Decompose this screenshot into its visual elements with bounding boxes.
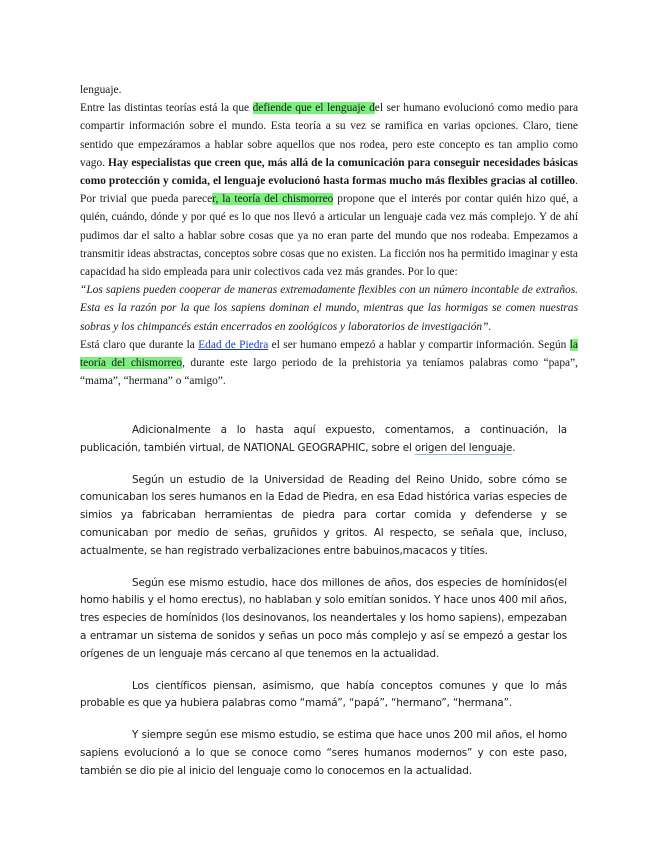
paragraph-adicionalmente: [80, 422, 567, 458]
text-run: .: [512, 441, 516, 454]
highlight-chismorreo: r, la teoría del chismorreo: [212, 193, 334, 206]
highlight-chismorreo-2: la teoría del chismorreo: [80, 338, 578, 370]
text-run: propone que el interés por contar quién hizo qué, a quién, cuándo, dónde y por qué es lo que nos llevó a articular un lenguaje cada vez más complejo. Y de ahí pudimos dar el salto a hablar sobre cosas que ya no eran parte del mundo que nos rodeaba. Empezamos a transmitir ideas abstractas, conceptos sobre cosas que no existen. La ficción nos ha permitido imaginar y esta capacidad ha sido empleada para unir colectivos cada vez más grandes. Por lo que:: [80, 193, 578, 279]
paragraph-edad-piedra: [80, 336, 578, 391]
paragraph-lenguaje: lenguaje.: [80, 84, 122, 96]
section-serif: [80, 81, 578, 390]
paragraph-200-mil: Y siempre según ese mismo estudio, se estima que hace unos 200 mil años, el homo sapiens evolucionó a lo que se conoce como “seres humanos modernos” y con este paso, también se dio pie al inicio del lenguaje como lo conocemos en la actualidad.: [80, 729, 567, 777]
link-edad-de-piedra[interactable]: Edad de Piedra: [198, 338, 269, 351]
paragraph-cientificos: Los científicos piensan, asimismo, que había conceptos comunes y que lo más probable es que ya hubiera palabras como “mamá”, “papá”, “hermano”, “hermana”.: [80, 679, 567, 710]
text-run: Entre las distintas teorías está la que: [80, 102, 253, 115]
text-run: el ser humano evolucionó como medio para compartir información sobre el mundo. Esta teoría a su vez se ramifica en varias opciones. Claro, tiene sentido que empezáramos a hablar sobre aquellos que nos rodea, pero este concepto es tan amplio como vago.: [80, 102, 578, 169]
paragraph-universidad-reading: Según un estudio de la Universidad de Reading del Reino Unido, sobre cómo se comunicaban los seres humanos en la Edad de Piedra, en esa Edad histórica varias especies de simios ya fabricaban herramientas de piedra para cortar comida y defenderse y se comunicaban por medio de señas, gruñidos y gritos. Al respecto, se señala que, incluso, actualmente, se han registrado verbalizaciones entre babuinos,macacos y titíes.: [80, 473, 567, 557]
text-run: Adicionalmente a lo hasta aquí expuesto, comentamos, a continuación, la publicación, también virtual, de NATIONAL GEOGRAPHIC, sobre el: [80, 424, 567, 454]
paragraph-teorias: [80, 99, 578, 281]
underlined-origen: origen del lenguaje: [414, 441, 513, 454]
quote-sapiens: “Los sapiens pueden cooperar de maneras extremadamente flexibles con un número incontable de extraños. Esta es la razón por la que los sapiens dominan el mundo, mientras que las hormigas se comen nuestras sobras y los chimpancés están encerrados en zoológicos y laboratorios de investigación”.: [80, 284, 578, 333]
section-sans: [80, 422, 567, 795]
bold-especialistas: Hay especialistas que creen que, más allá de la comunicación para conseguir necesidades básicas como protección y comida, el lenguaje evolucionó hasta formas mucho más flexibles gracias al cotilleo: [80, 156, 578, 188]
paragraph-dos-millones: Según ese mismo estudio, hace dos millones de años, dos especies de homínidos(el homo habilis y el homo erectus), no hablaban y solo emitían sonidos. Y hace unos 400 mil años, tres especies de homínidos (los desinovanos, los neandertales y los homo sapiens), empezaban a entramar un sistema de sonidos y señas un poco más complejo y así se empezó a gestar los orígenes de un lenguaje más cercano al que tenemos en la actualidad.: [80, 576, 567, 660]
text-run: . Por trivial que pueda parece: [80, 175, 578, 206]
text-run: Está claro que durante la: [80, 338, 199, 351]
text-run: el ser humano empezó a hablar y compartir información. Según: [268, 338, 570, 351]
highlight-defiende: defiende que el lenguaje d: [252, 102, 375, 115]
text-run: , durante este largo periodo de la prehistoria ya teníamos palabras como “papa”, “mama”, “hermana” o “amigo”.: [80, 357, 578, 388]
